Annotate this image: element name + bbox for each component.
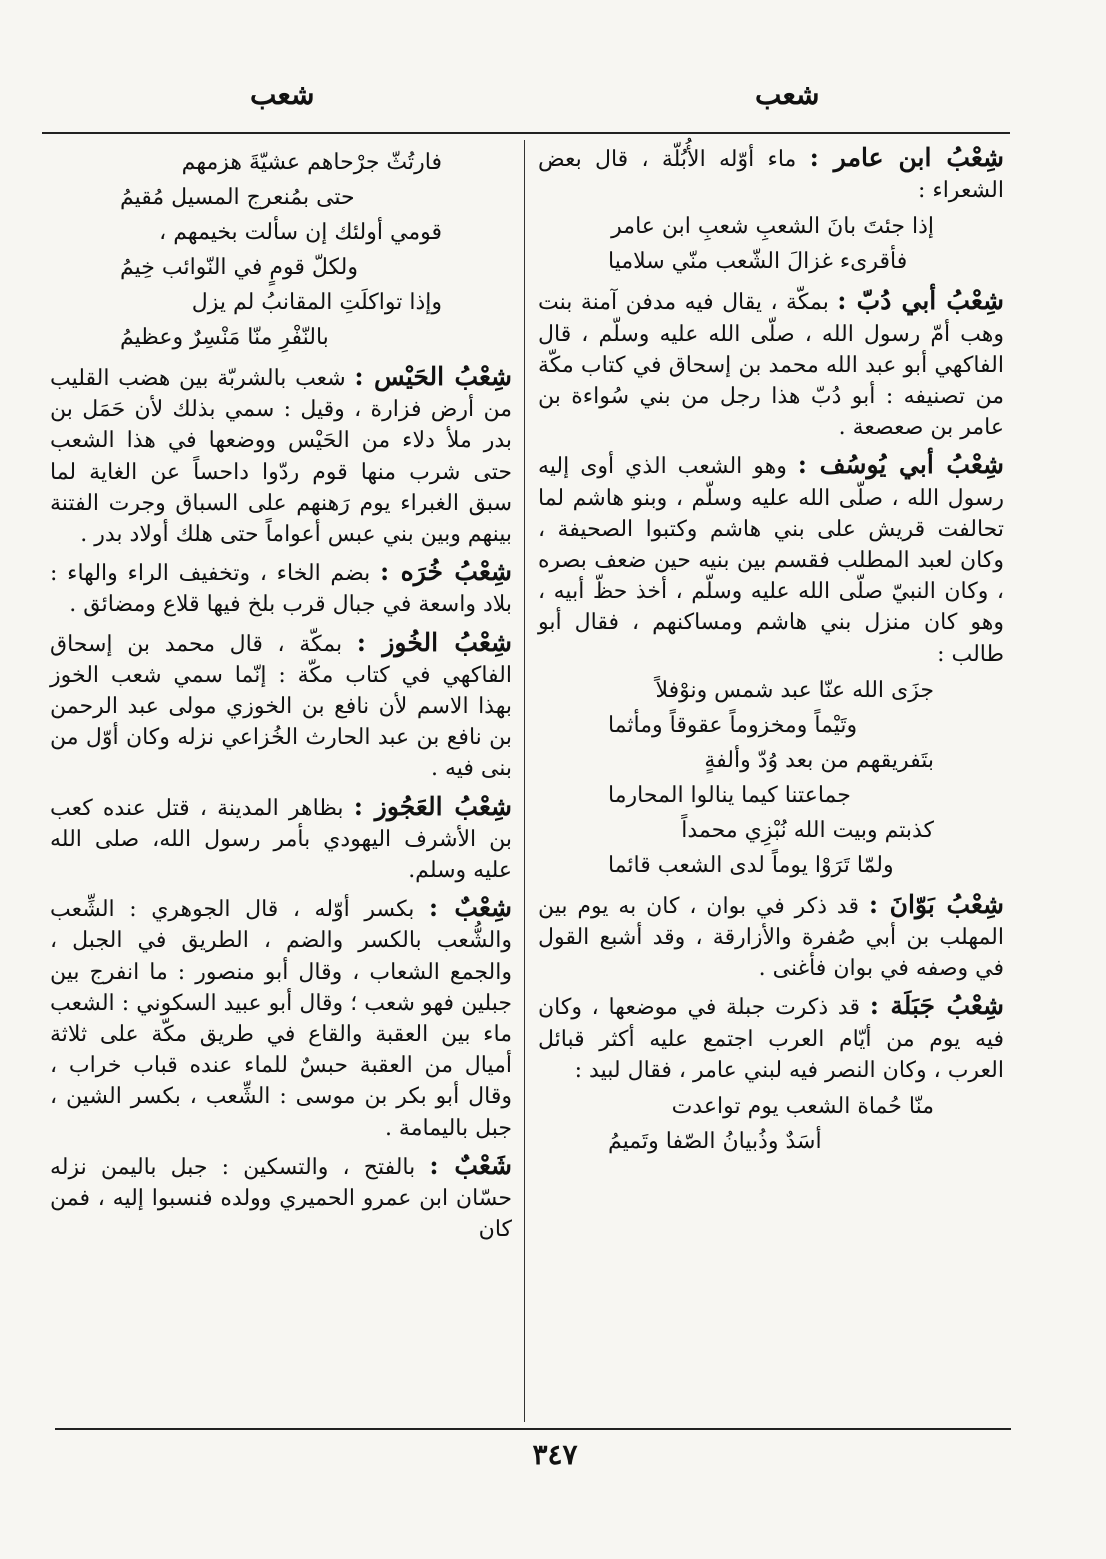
entry-paragraph [50,1150,512,1246]
entry-paragraph [538,889,1004,985]
dictionary-entry [50,1150,512,1246]
entry-text: بمكّة ، يقال فيه مدفن آمنة بنت وهب أمّ رسول الله ، صلّى الله عليه وسلّم ، قال الفاكهي أبو عبد الله محمد بن إسحاق في كتاب مكّة من تصنيفه : أبو دُبّ هذا رجل من بني سُواءة بن عامر بن صعصعة . [538,290,1004,441]
verse-line: وإذا تواكلَتِ المقانبُ لم يزل [191,290,442,315]
verse-line: إذا جئتَ بانَ الشعبِ شعبِ ابن عامر [611,214,934,240]
entry-paragraph [50,791,512,887]
dictionary-entry [538,990,1004,1159]
entry-headword: شِعْبُ الحَيْس : [354,362,512,391]
entry-text: بضم الخاء ، وتخفيف الراء والهاء : بلاد واسعة في جبال قرب بلخ فيها قلاع ومضائق . [50,561,512,618]
entry-headword: شِعْبُ ابن عامر : [809,143,1004,172]
entry-paragraph [50,892,512,1144]
verse-line: فارتُثّ جرْحاهم عشيّةَ هزمهم [181,150,442,175]
entry-text: بالفتح ، والتسكين : جبل باليمن نزله حسّان ابن عمرو الحميري وولده فنسبوا إليه ، فمن كان [50,1154,512,1243]
dictionary-entry [50,627,512,785]
left-column [50,142,512,1251]
dictionary-entry [50,556,512,620]
entry-text: بكسر أوّله ، قال الجوهري : الشِّعب والشُّعب بالكسر والضم ، الطريق في الجبل ، والجمع الشعاب ، وقال أبو منصور : ما انفرج بين جبلين فهو شعب ؛ وقال أبو عبيد السكوني : الشعب ماء بين العقبة والقاع في طريق مكّة على ثلاثة أميال من العقبة حبسٌ للماء عنده قباب خراب ، وقال أبو بكر بن موسى : الشِّعب ، بكسر الشين ، جبل باليمامة . [50,897,512,1141]
right-column [538,142,1004,1165]
entry-paragraph [538,285,1004,443]
verse-line: أسَدٌ وذُبيانُ الصّفا وتَميمُ [608,1129,822,1155]
verse-line: فأقرىء غزالَ الشّعب منّي سلاميا [608,249,908,275]
dictionary-entry [538,285,1004,443]
dictionary-entry [50,892,512,1144]
dictionary-entry [50,791,512,887]
entry-headword: شِعْبُ خُرَه : [380,557,512,587]
entry-text: ماء أوّله الأُبُلّة ، قال بعض الشعراء : [538,147,1004,204]
entry-text: وهو الشعب الذي أوى إليه رسول الله ، صلّى الله عليه وسلّم ، وبنو هاشم لما تحالفت قريش على بني هاشم وكتبوا الصحيفة ، وكان لعبد المطلب فقسم بين بنيه حين ضعف بصره ، وكان النبيّ صلّى الله عليه وسلّم ، أخذ حظّ أبيه ، وهو كان منزل بني هاشم ومساكنهم ، فقال أبو طالب : [538,454,1004,667]
entry-text: بظاهر المدينة ، قتل عنده كعب بن الأشرف اليهودي بأمر رسول الله، صلى الله عليه وسلم. [50,795,512,884]
verse-line: بتَفريقهم من بعد وُدّ وألفةٍ [704,747,934,773]
running-header-right: شعب [755,78,820,111]
verse-line: جماعتنا كيما ينالوا المحارما [608,782,851,808]
header-rule [42,132,1010,134]
dictionary-entry [50,145,512,355]
entry-paragraph [538,449,1004,669]
entry-headword: شِعْبُ الخُوز : [356,627,512,657]
entry-text: قد ذكرت جبلة في موضعها ، وكان فيه يوم من أيّام العرب اجتمع عليه أكثر قبائل العرب ، وكان النصر فيه لبني عامر ، فقال لبيد : [538,995,1004,1083]
entry-headword: شِعْبٌ : [428,893,512,923]
entry-text: شعب بالشربّة بين هضب القليب من أرض فزارة ، وقيل : سمي بذلك لأن حَمَل بن بدر ملأ دلاء من الحَيْس ووضعها في هذا الشعب حتى شرب منها قوم ردّوا داحساً عن الغاية لما سبق الغبراء يوم رَهنهم على السباق وجرت الفتنة بينهم وبين بني عبس أعواماً حتى هلك أولاد بدر . [50,366,512,548]
verse-line: منّا حُماة الشعب يوم تواعدت [671,1094,934,1120]
verse-line: ولكلّ قومٍ في النّوائب خِيمُ [120,255,359,280]
verse-block [50,145,512,355]
entry-headword: شَعْبٌ : [429,1150,512,1180]
running-header-left: شعب [250,78,315,111]
entry-paragraph [50,361,512,550]
entry-headword: شِعْبُ بَوّانَ : [868,889,1004,919]
verse-block [538,1089,1004,1159]
page-number: ٣٤٧ [532,1438,578,1471]
footer-rule [55,1428,1011,1430]
verse-line: كذبتم وبيت الله نُبْزِي محمداً [681,817,934,843]
verse-line: ولمّا تَرَوْا يوماً لدى الشعب قائما [608,852,894,878]
entry-paragraph [538,990,1004,1086]
entry-paragraph [538,142,1004,206]
entry-headword: شِعْبُ جَبَلَة : [869,991,1004,1021]
dictionary-entry [538,449,1004,882]
verse-block [538,673,1004,883]
entry-headword: شِعْبُ أبي دُبّ : [837,286,1004,316]
verse-block [538,209,1004,279]
verse-line: حتى بمُنعرج المسيل مُقيمُ [120,185,355,210]
entry-paragraph [50,627,512,785]
entry-headword: شِعْبُ العَجُوز : [353,791,512,821]
column-divider [524,140,525,1422]
verse-line: قومي أولئك إن سألت بخيمهم ، [159,220,442,245]
entry-paragraph [50,556,512,620]
entry-text: بمكّة ، قال محمد بن إسحاق الفاكهي في كتاب مكّة : إنّما سمي شعب الخوز بهذا الاسم لأن نافع بن الخوزي مولى عبد الرحمن بن نافع بن عبد الحارث الخُزاعي نزله وكان أوّل من بنى فيه . [50,631,512,782]
entry-text: قد ذكر في بوان ، كان به يوم بين المهلب بن أبي صُفرة والأزارقة ، وقد أشبع القول في وصفه في بوان فأغنى . [538,893,1004,982]
entry-headword: شِعْبُ أبي يُوسُف : [797,450,1004,480]
dictionary-entry [50,361,512,550]
verse-line: بالنّفْرِ منّا مَنْسِرٌ وعظيمُ [120,325,329,350]
verse-line: جزَى الله عنّا عبد شمس ونوْفلاً [655,677,934,703]
dictionary-entry [538,889,1004,985]
dictionary-entry [538,142,1004,279]
verse-line: وتَيْماً ومخزوماً عقوقاً ومأثما [608,712,858,738]
